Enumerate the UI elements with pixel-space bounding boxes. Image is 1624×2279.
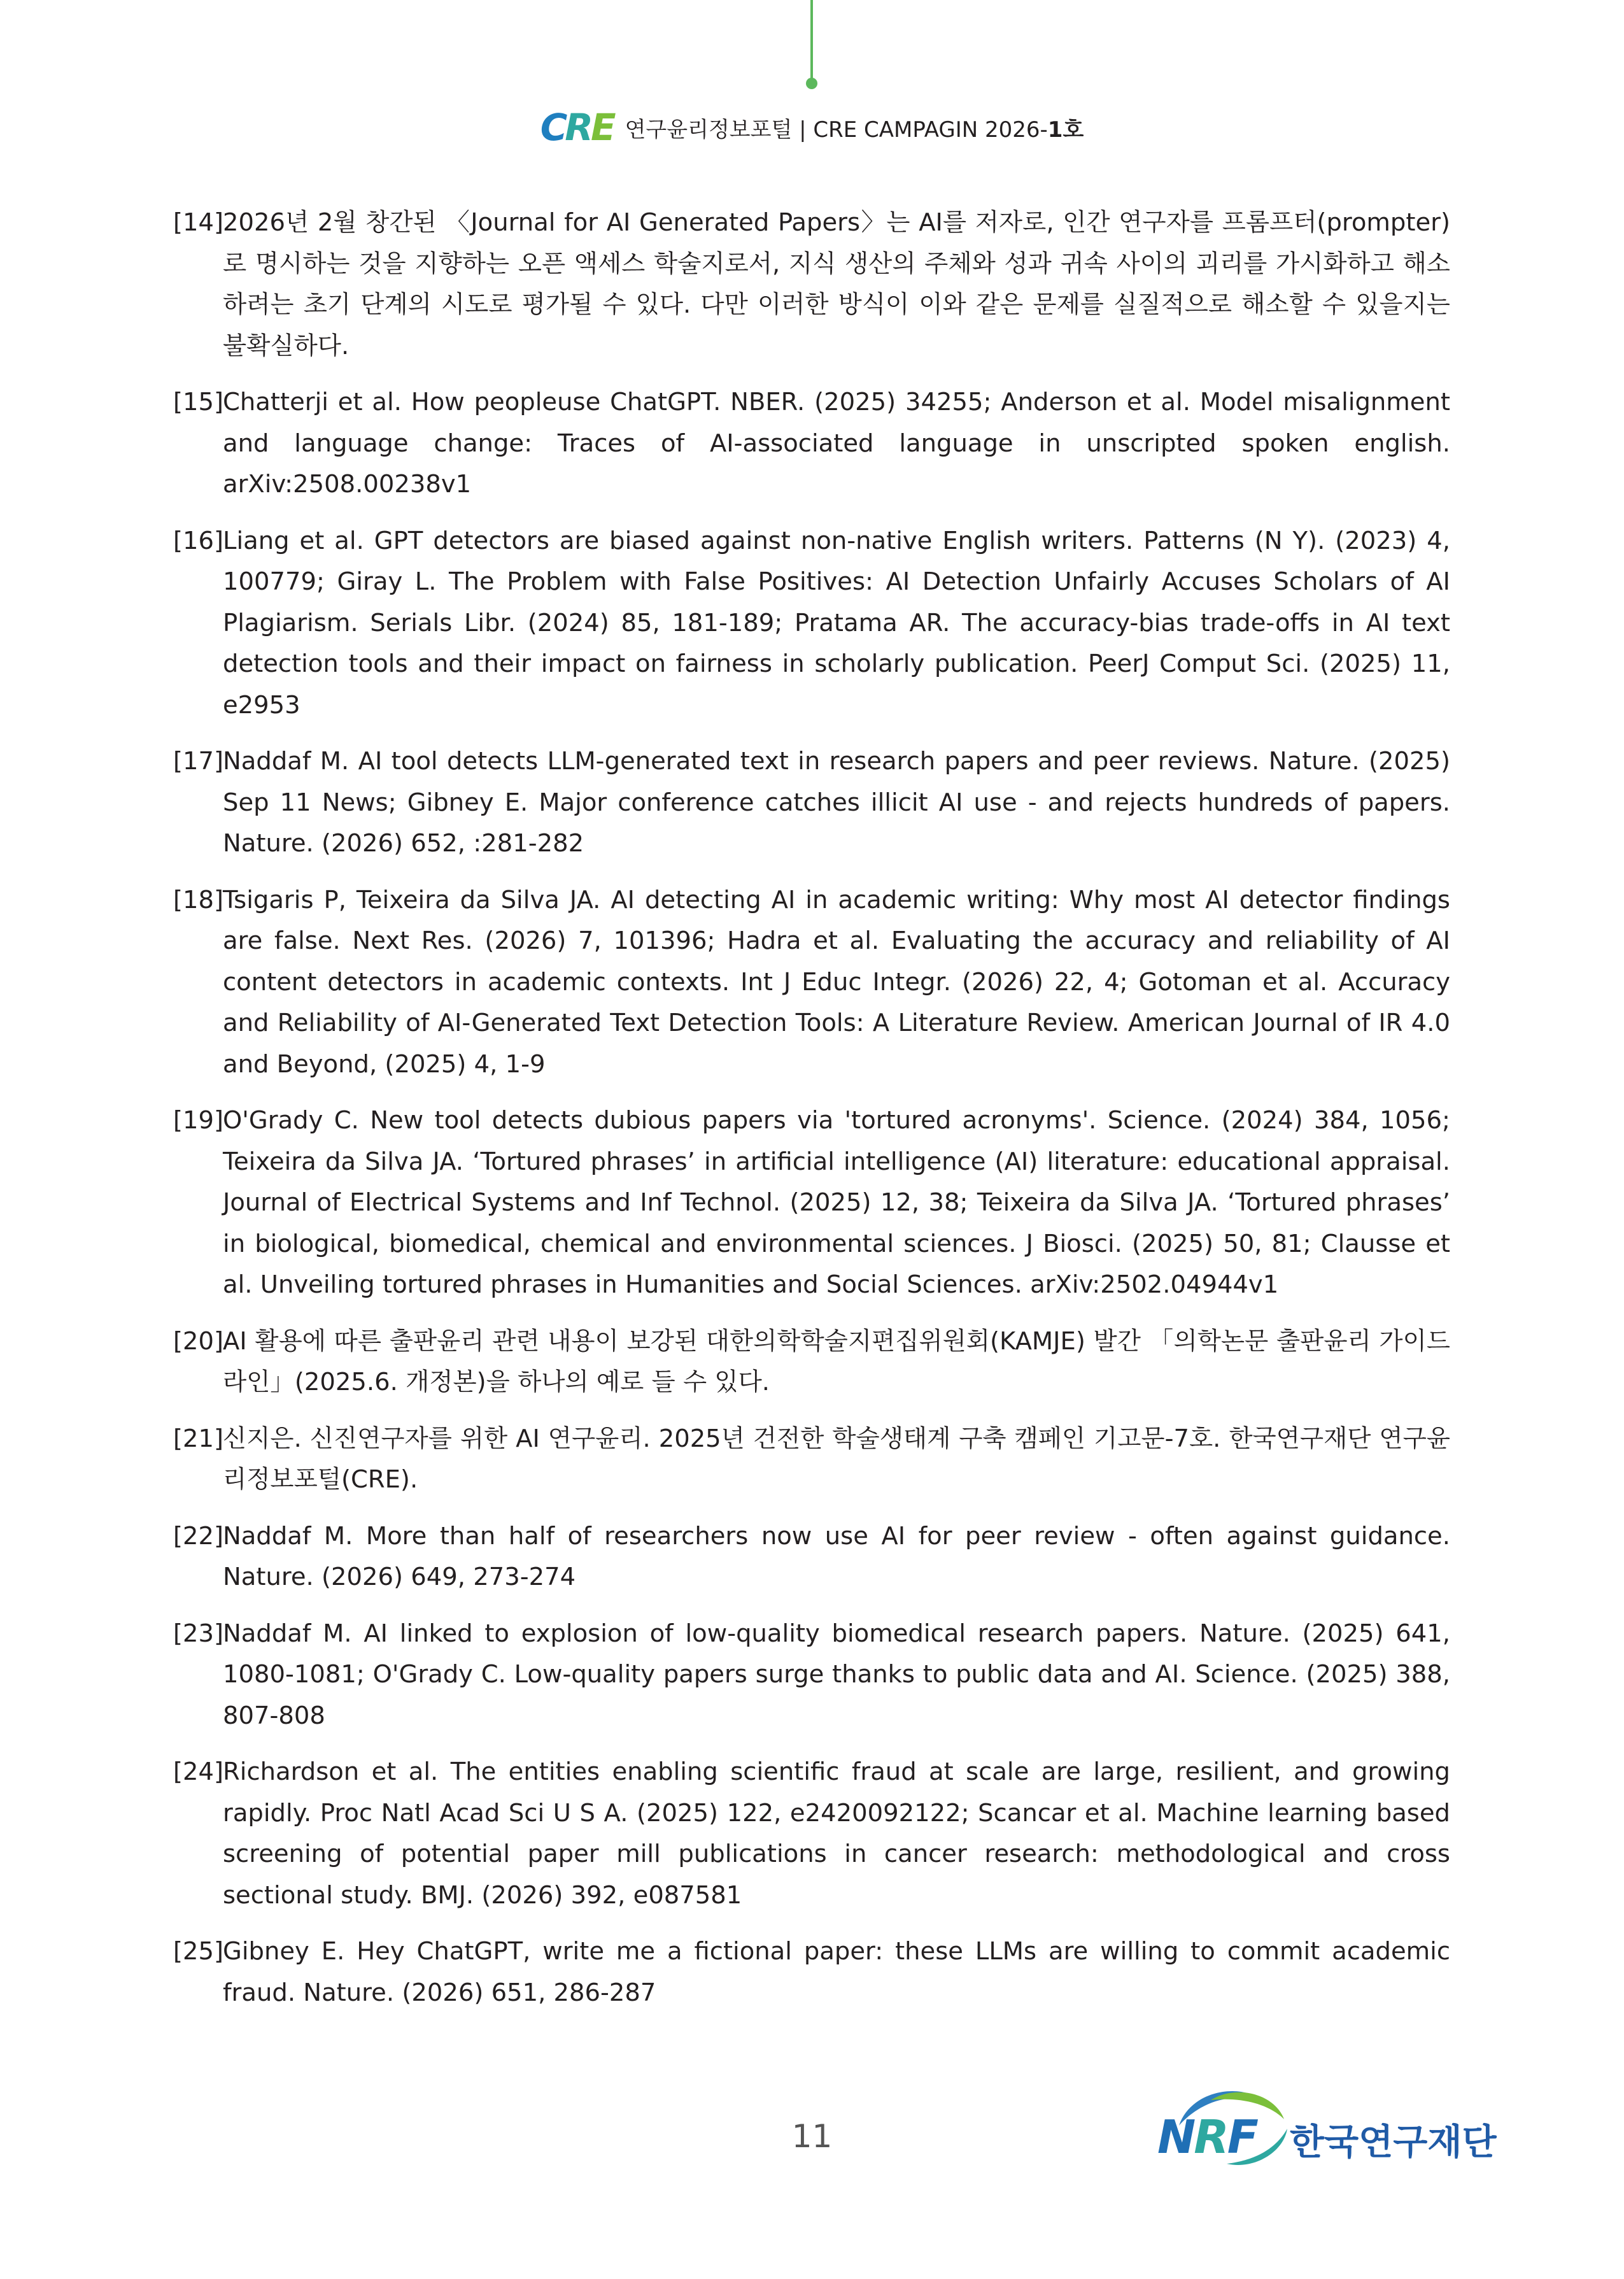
reference-number: [19] [173,1106,224,1135]
nrf-letter-r: R [1194,2110,1227,2164]
reference-item [173,382,1450,506]
nrf-org-name: 한국연구재단 [1290,2122,1497,2163]
nrf-letters [1157,2110,1257,2164]
reference-number: [15] [173,388,224,416]
reference-number: [20] [173,1326,224,1356]
reference-text: Richardson et al. The entities enabling scientific fraud at scale are large, resilient, and growing rapidly. Proc Natl Acad Sci U S A. (2025) 122, e2420092122; Scancar et al. Machine learning based screening of potential paper mill publications in cancer research: methodological and cross sectional study. BMJ. (2026) 392, e087581 [223,1757,1450,1910]
cre-logo-r: R [565,106,591,149]
reference-item [173,1752,1450,1916]
nrf-letter-f: F [1227,2110,1257,2164]
top-divider-line [810,0,813,82]
reference-text: Naddaf M. AI linked to explosion of low-quality biomedical research papers. Nature. (2025) 641, 1080-1081; O'Grady C. Low-quality papers surge thanks to public data and AI. Science. (2025) 388, 807-808 [223,1619,1450,1730]
header-issue: 1호 [1047,117,1084,143]
reference-text: Tsigaris P, Teixeira da Silva JA. AI detecting AI in academic writing: Why most AI detector findings are false. Next Res. (2026) 7, 101396; Hadra et al. Evaluating the accuracy and reliability of AI content detectors in academic contexts. Int J Educ Integr. (2026) 22, 4; Gotoman et al. Accuracy and Reliability of AI-Generated Text Detection Tools: A Literature Review. American Journal of IR 4.0 and Beyond, (2025) 4, 1-9 [223,885,1450,1079]
reference-number: [23] [173,1619,224,1648]
reference-item [173,1931,1450,2013]
cre-logo-e: E [590,106,614,149]
cre-logo-c: C [540,106,565,149]
reference-text: Naddaf M. More than half of researchers now use AI for peer review - often against guidance. Nature. (2026) 649, 273-274 [223,1521,1450,1591]
references-list [173,202,1450,2029]
reference-item [173,1516,1450,1598]
reference-text: Liang et al. GPT detectors are biased against non-native English writers. Patterns (N Y). (2023) 4, 100779; Giray L. The Problem with False Positives: AI Detection Unfairly Accuses Scholars of AI Plagiarism. Serials Libr. (2024) 85, 181-189; Pratama AR. The accuracy-bias trade-offs in AI text detection tools and their impact on fairness in scholarly publication. PeerJ Comput Sci. (2025) 11, e2953 [223,526,1450,720]
nrf-letter-n: N [1157,2110,1194,2164]
header-title [625,112,1084,143]
reference-text: 2026년 2월 창간된 〈Journal for AI Generated Papers〉는 AI를 저자로, 인간 연구자를 프롬프터(prompter)로 명시하는 것을 지향하는 오픈 액세스 학술지로서, 지식 생산의 주체와 성과 귀속 사이의 괴리를 가시화하고 해소하려는 초기 단계의 시도로 평가될 수 있다. 다만 이러한 방식이 이와 같은 문제를 실질적으로 해소할 수 있을지는 불확실하다. [223,208,1450,360]
reference-item [173,880,1450,1086]
reference-text: 신지은. 신진연구자를 위한 AI 연구윤리. 2025년 건전한 학술생태계 구축 캠페인 기고문-7호. 한국연구재단 연구윤리정보포털(CRE). [223,1424,1450,1494]
reference-item [173,1100,1450,1306]
reference-number: [22] [173,1521,224,1551]
cre-logo [540,106,614,149]
reference-number: [25] [173,1937,224,1966]
top-divider-dot [806,78,817,89]
reference-number: [24] [173,1757,224,1786]
nrf-logo [1157,2081,1497,2176]
page-number: 11 [791,2118,833,2155]
header-title-text: 연구윤리정보포털 | CRE CAMPAGIN 2026- [625,117,1048,143]
reference-item [173,202,1450,367]
reference-text: Gibney E. Hey ChatGPT, write me a fictional paper: these LLMs are willing to commit academic fraud. Nature. (2026) 651, 286-287 [223,1937,1450,2007]
reference-number: [21] [173,1424,224,1453]
reference-item [173,741,1450,865]
reference-text: AI 활용에 따른 출판윤리 관련 내용이 보강된 대한의학학술지편집위원회(KAMJE) 발간 「의학논문 출판윤리 가이드라인」(2025.6. 개정본)을 하나의 예로 들 수 있다. [223,1326,1450,1396]
reference-text: O'Grady C. New tool detects dubious papers via 'tortured acronyms'. Science. (2024) 384, 1056; Teixeira da Silva JA. ‘Tortured phrases’ in artificial intelligence (AI) literature: educational appraisal. Journal of Electrical Systems and Inf Technol. (2025) 12, 38; Teixeira da Silva JA. ‘Tortured phrases’ in biological, biomedical, chemical and environmental sciences. J Biosci. (2025) 50, 81; Clausse et al. Unveiling tortured phrases in Humanities and Social Sciences. arXiv:2502.04944v1 [223,1106,1450,1299]
reference-number: [18] [173,885,224,914]
reference-number: [14] [173,208,224,237]
reference-text: Chatterji et al. How peopleuse ChatGPT. NBER. (2025) 34255; Anderson et al. Model misalignment and language change: Traces of AI-associated language in unscripted spoken english. arXiv:2508.00238v1 [223,388,1450,499]
page-header [0,107,1624,148]
reference-number: [16] [173,526,224,555]
reference-text: Naddaf M. AI tool detects LLM-generated text in research papers and peer reviews. Nature. (2025) Sep 11 News; Gibney E. Major conference catches illicit AI use - and rejects hundreds of papers. Nature. (2026) 652, :281-282 [223,747,1450,858]
reference-item [173,521,1450,727]
reference-number: [17] [173,747,224,776]
reference-item [173,1419,1450,1501]
reference-item [173,1614,1450,1737]
reference-item [173,1321,1450,1403]
